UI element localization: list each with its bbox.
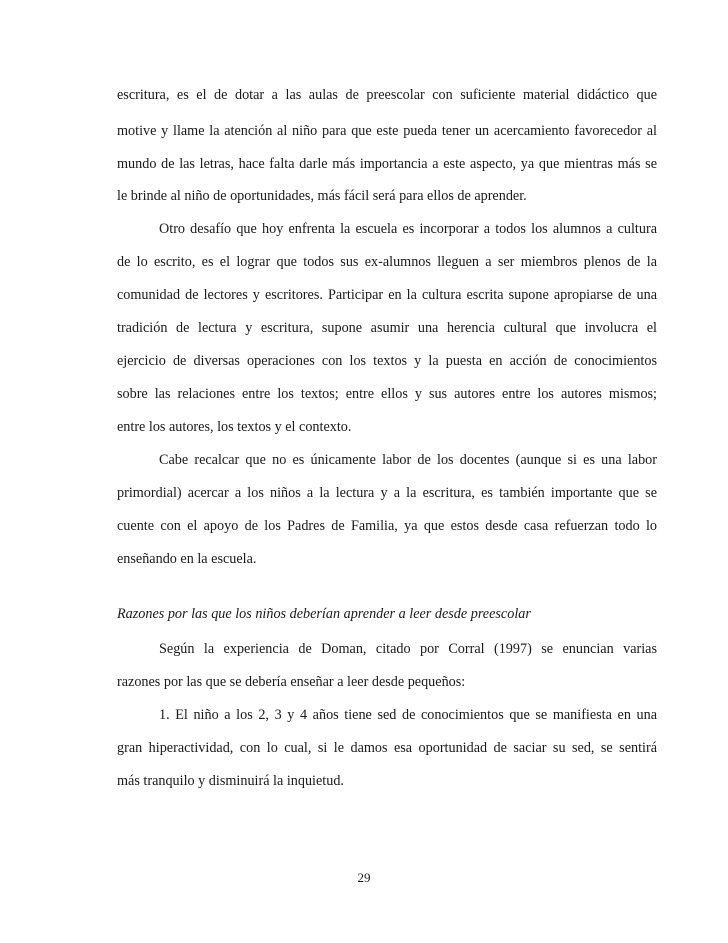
paragraph-line: sobre las relaciones entre los textos; entre ellos y sus autores entre los autores mismos; — [117, 386, 657, 402]
paragraph-line: ejercicio de diversas operaciones con los textos y la puesta en acción de conocimientos — [117, 353, 657, 369]
paragraph-line: entre los autores, los textos y el contexto. — [117, 419, 352, 435]
page-number: 29 — [357, 870, 371, 885]
paragraph-line: cuente con el apoyo de los Padres de Familia, ya que estos desde casa refuerzan todo lo — [117, 518, 657, 534]
paragraph-line: Otro desafío que hoy enfrenta la escuela es incorporar a todos los alumnos a cultura — [159, 221, 657, 237]
paragraph-line: Cabe recalcar que no es únicamente labor de los docentes (aunque si es una labor — [159, 452, 657, 468]
list-item-line: 1. El niño a los 2, 3 y 4 años tiene sed de conocimientos que se manifiesta en una — [159, 707, 657, 723]
paragraph-line: de lo escrito, es el lograr que todos sus ex-alumnos lleguen a ser miembros plenos de la — [117, 254, 657, 270]
paragraph-line: primordial) acercar a los niños a la lectura y a la escritura, es también importante que se — [117, 485, 657, 501]
paragraph-line: enseñando en la escuela. — [117, 551, 257, 567]
list-item-line: gran hiperactividad, con lo cual, si le damos esa oportunidad de saciar su sed, se sentirá — [117, 740, 657, 756]
section-heading: Razones por las que los niños deberían aprender a leer desde preescolar — [117, 606, 531, 622]
paragraph-line: le brinde al niño de oportunidades, más fácil será para ellos de aprender. — [117, 188, 527, 204]
paragraph-line: escritura, es el de dotar a las aulas de preescolar con suficiente material didáctico que — [117, 87, 657, 103]
paragraph-line: motive y llame la atención al niño para que este pueda tener un acercamiento favorecedor al — [117, 123, 657, 139]
list-item-line: más tranquilo y disminuirá la inquietud. — [117, 773, 344, 789]
paragraph-line: razones por las que se debería enseñar a leer desde pequeños: — [117, 674, 466, 690]
paragraph-line: tradición de lectura y escritura, supone asumir una herencia cultural que involucra el — [117, 320, 657, 336]
paragraph-line: comunidad de lectores y escritores. Participar en la cultura escrita supone apropiarse de una — [117, 287, 657, 303]
paragraph-line: mundo de las letras, hace falta darle más importancia a este aspecto, ya que mientras más se — [117, 156, 657, 172]
paragraph-line: Según la experiencia de Doman, citado por Corral (1997) se enuncian varias — [159, 641, 657, 657]
